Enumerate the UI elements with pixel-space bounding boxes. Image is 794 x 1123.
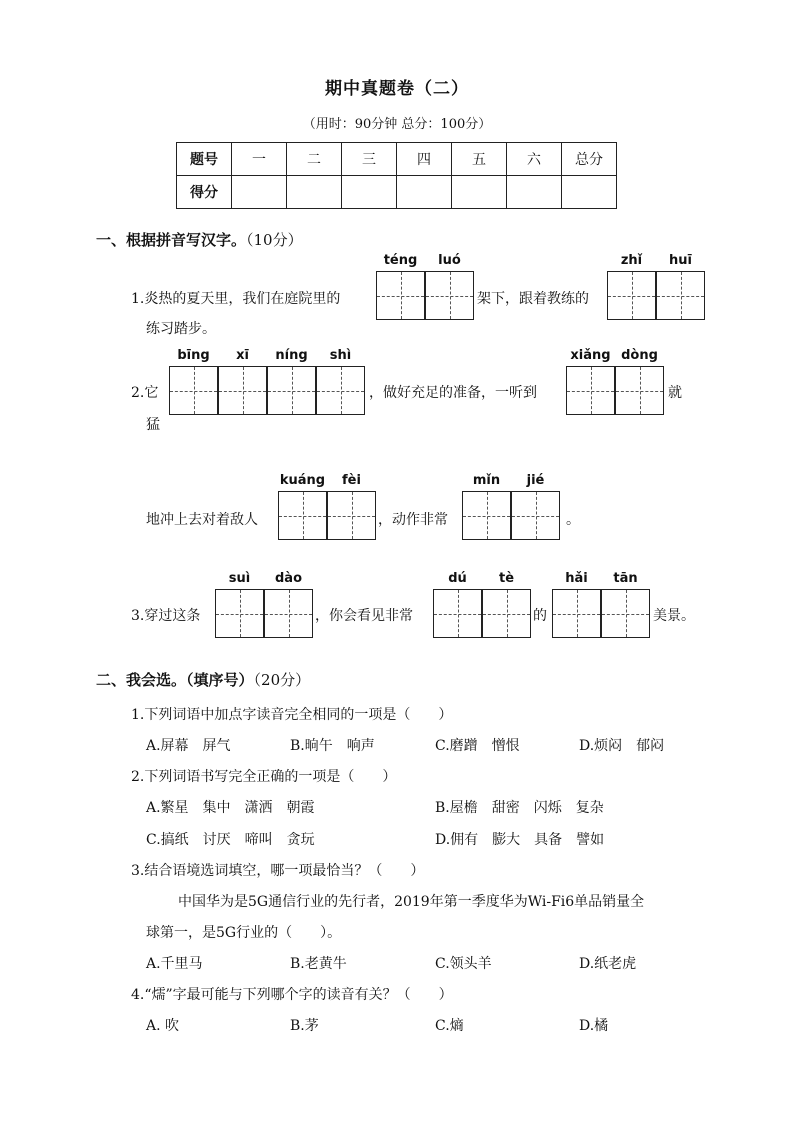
pinyin-label: kuáng	[279, 473, 326, 488]
tianzige-box[interactable]	[316, 366, 365, 415]
option[interactable]: C.领头羊	[435, 956, 492, 972]
pinyin-label: dú	[448, 571, 467, 586]
score-table	[176, 142, 617, 209]
pinyin-label: jié	[526, 473, 545, 488]
q3-text-middle: ，你会看见非常	[315, 608, 413, 624]
q2-3-stem: 3.结合语境选词填空，哪一项最恰当？（ ）	[131, 863, 425, 879]
pinyin-label: fèi	[342, 473, 361, 488]
q3-text-after: 美景。	[653, 608, 695, 624]
pinyin-label: bīng	[177, 348, 210, 363]
header-cell: 总分	[562, 143, 617, 176]
tianzige-box[interactable]	[552, 589, 601, 638]
option[interactable]: B.晌午 响声	[290, 738, 375, 754]
section1-points: （10分）	[246, 231, 303, 249]
tianzige-box[interactable]	[215, 589, 264, 638]
score-cell[interactable]	[452, 176, 507, 209]
score-table-header-row	[177, 143, 617, 176]
q2-1-stem: 1.下列词语中加点字读音完全相同的一项是（ ）	[131, 707, 453, 723]
tianzige-box[interactable]	[267, 366, 316, 415]
q3-text-before: 3.穿过这条	[131, 608, 201, 624]
q2-2-stem: 2.下列词语书写完全正确的一项是（ ）	[131, 769, 397, 785]
score-cell[interactable]	[342, 176, 397, 209]
q2-text-line3-after: 。	[566, 512, 580, 528]
tianzige-box[interactable]	[169, 366, 218, 415]
q1-text-middle: 架下，跟着教练的	[477, 291, 589, 307]
score-cell[interactable]	[507, 176, 562, 209]
pinyin-label: shì	[329, 348, 352, 363]
option[interactable]: C.磨蹭 憎恨	[435, 738, 520, 754]
option[interactable]: A.千里马	[146, 956, 203, 972]
header-cell: 六	[507, 143, 562, 176]
tianzige-box[interactable]	[462, 491, 511, 540]
pinyin-label: hǎi	[565, 571, 588, 586]
option[interactable]: D.橘	[579, 1018, 609, 1034]
header-cell: 题号	[177, 143, 232, 176]
q2-text-line3-middle: ，动作非常	[378, 512, 448, 528]
tianzige-box[interactable]	[511, 491, 560, 540]
option[interactable]: B.屋檐 甜密 闪烁 复杂	[435, 800, 604, 816]
section2-points: （20分）	[253, 671, 311, 689]
pinyin-label: níng	[275, 348, 308, 363]
page-title: 期中真题卷（二）	[325, 79, 469, 99]
tianzige-box[interactable]	[482, 589, 531, 638]
pinyin-label: mǐn	[472, 473, 501, 488]
option[interactable]: A. 吹	[146, 1018, 180, 1034]
q1-text-before: 1.炎热的夏天里，我们在庭院里的	[131, 291, 341, 307]
pinyin-label: xī	[236, 348, 249, 363]
tianzige-box[interactable]	[425, 271, 474, 320]
pinyin-label: xiǎng	[570, 348, 611, 363]
q2-text-middle: ，做好充足的准备，一听到	[369, 385, 537, 401]
tianzige-box[interactable]	[656, 271, 705, 320]
score-cell[interactable]	[287, 176, 342, 209]
tianzige-box[interactable]	[433, 589, 482, 638]
pinyin-label: suì	[228, 571, 251, 586]
option[interactable]: B.茅	[290, 1018, 319, 1034]
section1-heading	[96, 229, 303, 250]
tianzige-box[interactable]	[615, 366, 664, 415]
option[interactable]: D.纸老虎	[579, 956, 637, 972]
tianzige-box[interactable]	[264, 589, 313, 638]
q2-text-after: 就	[668, 385, 682, 401]
score-cell[interactable]	[232, 176, 287, 209]
option[interactable]: A.屏幕 屏气	[146, 738, 231, 754]
q1-text-line2: 练习踏步。	[146, 321, 216, 337]
tianzige-box[interactable]	[607, 271, 656, 320]
tianzige-box[interactable]	[601, 589, 650, 638]
pinyin-label: luó	[438, 253, 461, 268]
exam-info: （用时：90分钟 总分：100分）	[302, 117, 492, 132]
tianzige-box[interactable]	[376, 271, 425, 320]
header-cell: 二	[287, 143, 342, 176]
q2-text-line2: 猛	[146, 417, 160, 433]
score-cell[interactable]	[397, 176, 452, 209]
pinyin-label: zhǐ	[620, 253, 643, 268]
section2-heading-text: 二、我会选。	[96, 671, 187, 689]
section2-heading	[96, 669, 310, 690]
pinyin-label: téng	[383, 253, 418, 268]
header-cell: 四	[397, 143, 452, 176]
option[interactable]: D.烦闷 郁闷	[579, 738, 665, 754]
option[interactable]: B.老黄牛	[290, 956, 347, 972]
tianzige-box[interactable]	[218, 366, 267, 415]
option[interactable]: D.佣有 膨大 具备 譬如	[435, 832, 605, 848]
header-cell: 五	[452, 143, 507, 176]
header-cell: 三	[342, 143, 397, 176]
tianzige-box[interactable]	[327, 491, 376, 540]
header-cell: 一	[232, 143, 287, 176]
option[interactable]: C.熵	[435, 1018, 464, 1034]
score-table-score-row	[177, 176, 617, 209]
section2-heading-note: （填序号）	[186, 671, 254, 689]
tianzige-box[interactable]	[278, 491, 327, 540]
score-cell[interactable]	[562, 176, 617, 209]
option[interactable]: A.繁星 集中 潇洒 朝霞	[146, 800, 315, 816]
pinyin-label: tè	[498, 571, 515, 586]
pinyin-label: tān	[613, 571, 638, 586]
option[interactable]: C.搞纸 讨厌 啼叫 贪玩	[146, 832, 315, 848]
q2-3-passage-line2: 球第一，是5G行业的（ ）。	[146, 925, 342, 941]
row-label: 得分	[177, 176, 232, 209]
pinyin-label: dòng	[621, 348, 658, 363]
q2-4-stem: 4.“燸”字最可能与下列哪个字的读音有关？（ ）	[131, 987, 453, 1003]
q2-3-passage-line1: 中国华为是5G通信行业的先行者，2019年第一季度华为Wi-Fi6单品销量全	[178, 894, 645, 910]
pinyin-label: dào	[274, 571, 302, 586]
tianzige-box[interactable]	[566, 366, 615, 415]
q3-text-middle2: 的	[533, 608, 547, 624]
q2-text-before: 2.它	[131, 385, 159, 401]
section1-heading-text: 一、根据拼音写汉字。	[96, 231, 247, 249]
pinyin-label: huī	[669, 253, 692, 268]
q2-text-line3-before: 地冲上去对着敌人	[146, 512, 258, 528]
